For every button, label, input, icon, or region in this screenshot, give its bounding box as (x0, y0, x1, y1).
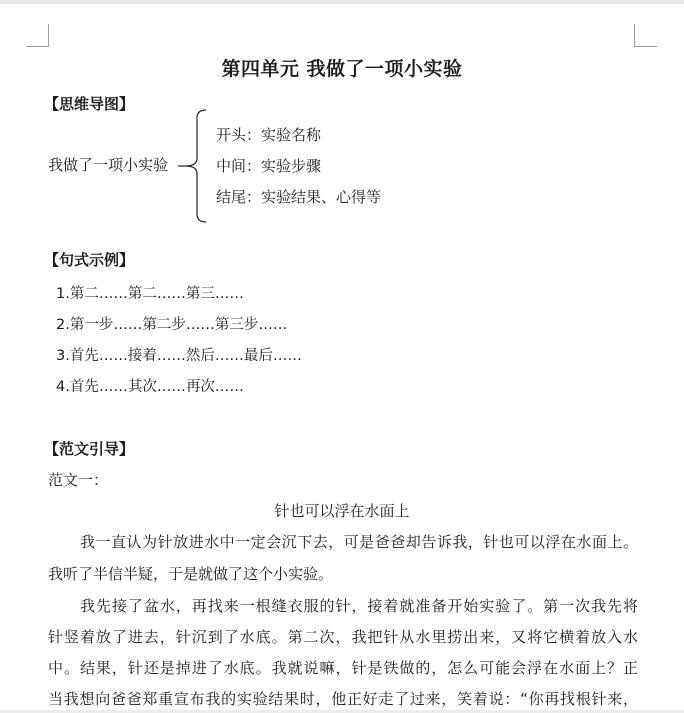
mind-map-root: 我做了一项小实验 (48, 156, 169, 174)
sentence-pattern-item: 1.第二……第二……第三…… (56, 286, 244, 302)
mind-map-brace (178, 108, 210, 224)
crop-mark-top-left (26, 24, 49, 47)
sentence-pattern-item: 3.首先……接着……然后……最后…… (56, 348, 302, 364)
essay-line: 针竖着放了进去，针沉到了水底。第二次，我把针从水里捞出来，又将它横着放入水 (48, 628, 638, 646)
model-essay-heading: 【范文引导】 (44, 440, 135, 458)
page-top-edge (0, 0, 684, 4)
mind-map-branch-ending: 结尾：实验结果、心得等 (216, 188, 382, 206)
mind-map-heading: 【思维导图】 (44, 95, 135, 113)
crop-mark-top-right (634, 24, 657, 47)
sentence-pattern-item: 2.第一步……第二步……第三步…… (56, 317, 288, 333)
mind-map-branch-middle: 中间：实验步骤 (216, 157, 322, 175)
essay-line: 我听了半信半疑，于是就做了这个小实验。 (48, 565, 334, 583)
essay-line: 中。结果，针还是掉进了水底。我就说嘛，针是铁做的，怎么可能会浮在水面上？正 (48, 659, 638, 677)
document-title: 第四单元 我做了一项小实验 (221, 58, 463, 80)
essay-line: 我一直认为针放进水中一定会沉下去，可是爸爸却告诉我，针也可以浮在水面上。 (80, 533, 638, 551)
model-essay-label: 范文一： (48, 471, 109, 489)
sentence-pattern-item: 4.首先……其次……再次…… (56, 379, 244, 395)
mind-map-branch-opening: 开头：实验名称 (216, 126, 322, 144)
essay-line: 当我想向爸爸郑重宣布我的实验结果时，他正好走了过来，笑着说：“你再找根针来， (48, 690, 638, 708)
essay-line: 我先接了盆水，再找来一根缝衣服的针，接着就准备开始实验了。第一次我先将 (80, 597, 638, 615)
sentence-patterns-heading: 【句式示例】 (44, 251, 135, 269)
essay-title: 针也可以浮在水面上 (274, 502, 410, 520)
